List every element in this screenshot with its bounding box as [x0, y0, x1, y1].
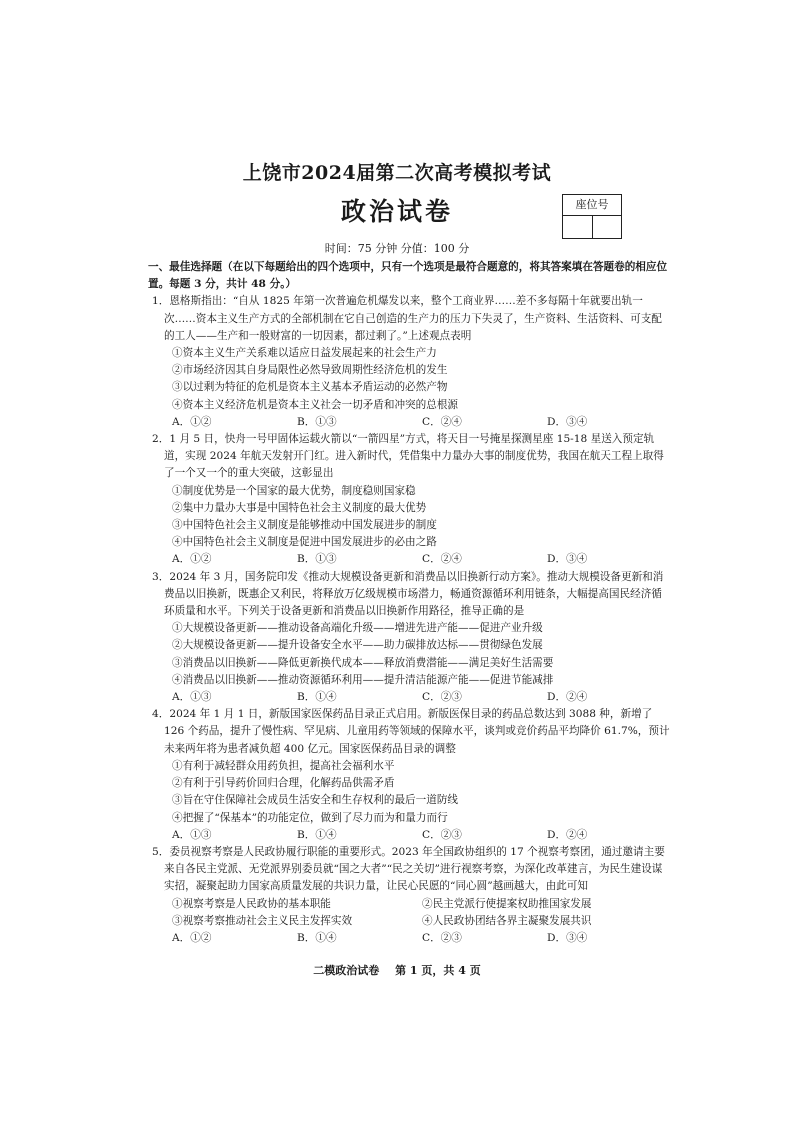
statement-option: ④把握了“保基本”的功能定位，做到了尽力而为和量力而行 [172, 811, 448, 824]
statement-option: ②集中力量办大事是中国特色社会主义制度的最大优势 [172, 501, 427, 514]
subject-title: 政治试卷 [340, 197, 453, 226]
answer-choice-b: B．①④ [297, 931, 337, 944]
seat-cell [563, 216, 593, 238]
answer-choice-a: A．①② [172, 553, 212, 566]
statement-option-row [152, 896, 672, 913]
statement-option: ④人民政协团结各界主凝聚发展共识 [422, 914, 592, 927]
answer-choice-a: A．①③ [172, 828, 212, 841]
seat-cell [593, 216, 622, 238]
section-heading: 一、最佳选择题（在以下每题给出的四个选项中，只有一个选项是最符合题意的，将其答案填在答题卷的相应位置。每题 3 分，共计 48 分。） [148, 261, 668, 291]
answer-choices [152, 930, 672, 947]
answer-choice-c: C．②④ [422, 415, 462, 428]
page-footer [0, 962, 794, 978]
answer-choice-b: B．①④ [297, 828, 337, 841]
question-content [148, 259, 672, 947]
question-stem: 5．委员视察考察是人民政协履行职能的重要形式。2023 年全国政协组织的 17 个视察考察团，通过邀请主要来自各民主党派、无党派界别委员就“国之大者”“民之关切”进行视察考察，为深化改革建言，为民生建设谋实招，凝聚起助力国家高质量发展的共识力量，让民心民愿的“同心圆”越画越大，由此可知 [152, 845, 665, 893]
answer-choice-b: B．①④ [297, 691, 337, 704]
question-stem: 3．2024 年 3 月，国务院印发《推动大规模设备更新和消费品以旧换新行动方案》。推动大规模设备更新和消费品以旧换新，既惠企又利民，将释放万亿级规模市场潜力，畅通资源循环利用链条，大幅提高国民经济循环质量和水平。下列关于设备更新和消费品以旧换新作用路径，推导正确的是 [152, 570, 664, 618]
statement-option: ①资本主义生产关系难以适应日益发展起来的社会生产力 [172, 347, 437, 360]
exam-title: 上饶市2024届第二次高考模拟考试 [242, 162, 552, 184]
answer-choice-c: C．②③ [422, 828, 462, 841]
question-stem: 2．1 月 5 日，快舟一号甲固体运载火箭以“一箭四星”方式，将天目一号掩星探测星座 15-18 星送入预定轨道，实现 2024 年航天发射开门红。进入新时代，凭借集中力量办大事的制度优势，我国在航天工程上取得了一个又一个的重大突破，这彰显出 [152, 433, 664, 480]
seat-number-label: 座位号 [563, 195, 621, 216]
statement-option: ③视察考察推动社会主义民主发挥实效 [172, 914, 353, 927]
statement-option: ④资本主义经济危机是资本主义社会一切矛盾和冲突的总根源 [172, 398, 459, 411]
statement-option: ③消费品以旧换新——降低更新换代成本——释放消费潜能——满足美好生活需要 [172, 656, 554, 669]
answer-choice-c: C．②④ [422, 553, 462, 566]
answer-choice-a: A．①② [172, 415, 212, 428]
question-2 [152, 431, 672, 569]
time-score-info: 时间：75 分钟 分值：100 分 [324, 242, 470, 255]
statement-option: ②有利于引导药价回归合理，化解药品供需矛盾 [172, 777, 395, 790]
statement-option-row [152, 913, 672, 930]
answer-choice-a: A．①② [172, 931, 212, 944]
answer-choice-c: C．②③ [422, 931, 462, 944]
answer-choices [152, 827, 672, 844]
statement-option: ②大规模设备更新——提升设备安全水平——助力碳排放达标——贯彻绿色发展 [172, 639, 543, 652]
answer-choice-b: B．①③ [297, 415, 337, 428]
statement-option: ①有利于减轻群众用药负担，提高社会福利水平 [172, 759, 395, 772]
question-5 [152, 844, 672, 947]
statement-option: ③旨在守住保障社会成员生活安全和生存权利的最后一道防线 [172, 794, 459, 807]
statement-option: ①大规模设备更新——推动设备高端化升级——增进先进产能——促进产业升级 [172, 622, 543, 635]
answer-choice-a: A．①③ [172, 691, 212, 704]
statement-option: ③以过剩为特征的危机是资本主义基本矛盾运动的必然产物 [172, 381, 448, 394]
answer-choice-d: D．②④ [547, 691, 588, 704]
question-4 [152, 706, 672, 844]
statement-option: ①视察考察是人民政协的基本职能 [172, 897, 331, 910]
answer-choices [152, 551, 672, 568]
statement-option: ④中国特色社会主义制度是促进中国发展进步的必由之路 [172, 536, 437, 549]
seat-number-box [562, 194, 622, 239]
answer-choice-d: D．②④ [547, 828, 588, 841]
answer-choice-d: D．③④ [547, 931, 588, 944]
footer-exam-name: 二模政治试卷 [313, 964, 380, 977]
statement-option: ④消费品以旧换新——推动资源循环利用——提升清洁能源产能——促进节能减排 [172, 673, 554, 686]
question-stem: 1．恩格斯指出：“自从 1825 年第一次普遍危机爆发以来，整个工商业界……差不多每隔十年就要出轨一次……资本主义生产方式的全部机制在它自己创造的生产力的压力下失灵了，生产资料、生活资料、可支配的工人——生产和一般财富的一切因素，都过剩了。”上述观点表明 [152, 295, 662, 342]
statement-option: ②市场经济因其自身局限性必然导致周期性经济危机的发生 [172, 364, 448, 377]
answer-choices [152, 689, 672, 706]
answer-choice-d: D．③④ [547, 553, 588, 566]
answer-choices [152, 414, 672, 431]
question-1 [152, 293, 672, 431]
statement-option: ②民主党派行使提案权助推国家发展 [422, 897, 592, 910]
answer-choice-d: D．③④ [547, 415, 588, 428]
seat-number-cells [563, 216, 621, 238]
question-stem: 4．2024 年 1 月 1 日，新版国家医保药品目录正式启用。新版医保目录的药品总数达到 3088 种，新增了 126 个药品，提升了慢性病、罕见病、儿童用药等领域的保障水平，谈判或竞价药品平均降价 61.7%，预计未来两年将为患者减负超 400 亿元。国家医保药品目录的调整 [152, 708, 670, 755]
statement-option: ①制度优势是一个国家的最大优势，制度稳则国家稳 [172, 484, 416, 497]
answer-choice-b: B．①③ [297, 553, 337, 566]
answer-choice-c: C．②③ [422, 691, 462, 704]
question-3 [152, 569, 672, 707]
footer-page-info: 第 1 页，共 4 页 [395, 964, 481, 977]
statement-option: ③中国特色社会主义制度是能够推动中国发展进步的制度 [172, 519, 437, 532]
